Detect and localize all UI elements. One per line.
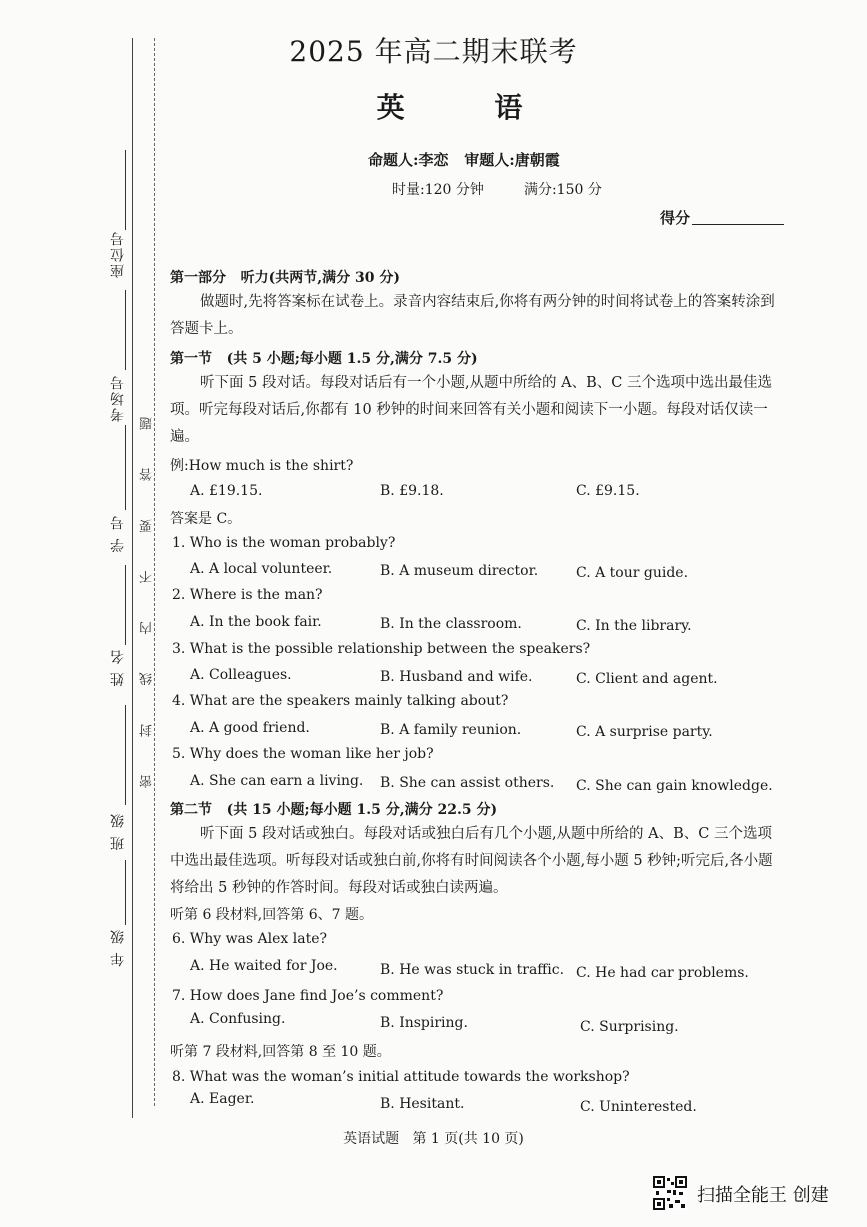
q5-option-a[interactable]: A. She can earn a living. [190, 773, 364, 789]
q4-option-c[interactable]: C. A surprise party. [576, 724, 713, 740]
section1-heading: 第一节 (共 5 小题;每小题 1.5 分,满分 7.5 分) [170, 351, 478, 367]
q2-option-a[interactable]: A. In the book fair. [190, 614, 322, 630]
q7-option-a[interactable]: A. Confusing. [190, 1011, 286, 1027]
section2-intro: 听下面 5 段对话或独白。每段对话或独白后有几个小题,从题中所给的 A、B、C 三个选项中选出最佳选项。听每段对话或独白前,你将有时间阅读各个小题,每小题 5 秒钟;听完后,各小题将给出 5 秒钟的作答时间。每段对话或独白读两遍。 [170, 826, 773, 896]
seat-label: 座位号 [110, 230, 126, 278]
question-7: 7. How does Jane find Joe’s comment? [172, 988, 444, 1004]
qr-code-icon [653, 1176, 687, 1210]
grade-label: 年 级 [110, 928, 126, 967]
example-option-b: B. £9.18. [380, 483, 444, 499]
binding-line-outer [132, 38, 133, 1118]
question-5: 5. Why does the woman like her job? [172, 746, 434, 762]
question-4: 4. What are the speakers mainly talking about? [172, 693, 509, 709]
q8-option-b[interactable]: B. Hesitant. [380, 1096, 465, 1112]
q4-option-a[interactable]: A. A good friend. [190, 720, 310, 736]
subject-title: 英 语 [376, 91, 563, 124]
q2-option-b[interactable]: B. In the classroom. [380, 616, 522, 632]
exam-title: 2025 年高二期末联考 [289, 35, 578, 68]
part1-heading: 第一部分 听力(共两节,满分 30 分) [170, 270, 400, 286]
q8-option-a[interactable]: A. Eager. [190, 1091, 255, 1107]
q6-option-a[interactable]: A. He waited for Joe. [190, 958, 338, 974]
q5-option-c[interactable]: C. She can gain knowledge. [576, 778, 773, 794]
student-id-label: 学 号 [110, 514, 126, 553]
q7-option-c[interactable]: C. Surprising. [580, 1019, 679, 1035]
page-footer: 英语试题 第 1 页(共 10 页) [343, 1131, 524, 1147]
seat-field[interactable] [125, 150, 126, 230]
question-2: 2. Where is the man? [172, 587, 323, 603]
q3-option-b[interactable]: B. Husband and wife. [380, 669, 533, 685]
q6-option-b[interactable]: B. He was stuck in traffic. [380, 962, 565, 978]
q1-option-b[interactable]: B. A museum director. [380, 563, 539, 579]
q2-option-c[interactable]: C. In the library. [576, 618, 692, 634]
example-option-a: A. £19.15. [190, 483, 263, 499]
question-3: 3. What is the possible relationship between the speakers? [172, 641, 591, 657]
grade-field[interactable] [125, 860, 126, 925]
q7-option-b[interactable]: B. Inspiring. [380, 1015, 468, 1031]
class-label: 班 级 [110, 812, 126, 851]
q3-option-c[interactable]: C. Client and agent. [576, 671, 718, 687]
score-field[interactable] [692, 224, 784, 225]
name-field[interactable] [125, 565, 126, 645]
example-answer: 答案是 C。 [170, 511, 242, 527]
q6-option-c[interactable]: C. He had car problems. [576, 965, 749, 981]
section2-heading: 第二节 (共 15 小题;每小题 1.5 分,满分 22.5 分) [170, 802, 498, 818]
score-label: 得分 [660, 209, 691, 227]
example-question: 例:How much is the shirt? [170, 458, 354, 474]
q4-option-b[interactable]: B. A family reunion. [380, 722, 522, 738]
material-6: 听第 6 段材料,回答第 6、7 题。 [170, 907, 373, 923]
authors: 命题人:李恋 审题人:唐朝霞 [368, 151, 560, 169]
question-1: 1. Who is the woman probably? [172, 535, 396, 551]
name-label: 姓 名 [110, 648, 126, 687]
student-id-field[interactable] [125, 425, 126, 510]
example-option-c: C. £9.15. [576, 483, 640, 499]
exam-room-label: 考场号 [110, 374, 126, 422]
question-6: 6. Why was Alex late? [172, 931, 327, 947]
section1-intro: 听下面 5 段对话。每段对话后有一个小题,从题中所给的 A、B、C 三个选项中选出最佳选项。听完每段对话后,你都有 10 秒钟的时间来回答有关小题和阅读下一小题。每段对话仅读一遍。 [170, 375, 772, 445]
question-8: 8. What was the woman’s initial attitude towards the workshop? [172, 1069, 630, 1085]
material-7: 听第 7 段材料,回答第 8 至 10 题。 [170, 1044, 391, 1060]
q1-option-c[interactable]: C. A tour guide. [576, 565, 689, 581]
seal-notice: 密 封 线 内 不 要 答 题 [140, 400, 155, 788]
class-field[interactable] [125, 705, 126, 805]
exam-room-field[interactable] [125, 290, 126, 370]
q8-option-c[interactable]: C. Uninterested. [580, 1099, 697, 1115]
time-score: 时量:120 分钟 满分:150 分 [392, 182, 602, 198]
scanner-watermark: 扫描全能王 创建 [697, 1185, 829, 1206]
part1-intro: 做题时,先将答案标在试卷上。录音内容结束后,你将有两分钟的时间将试卷上的答案转涂到答题卡上。 [170, 294, 775, 337]
q5-option-b[interactable]: B. She can assist others. [380, 775, 555, 791]
q1-option-a[interactable]: A. A local volunteer. [190, 561, 333, 577]
q3-option-a[interactable]: A. Colleagues. [190, 667, 292, 683]
